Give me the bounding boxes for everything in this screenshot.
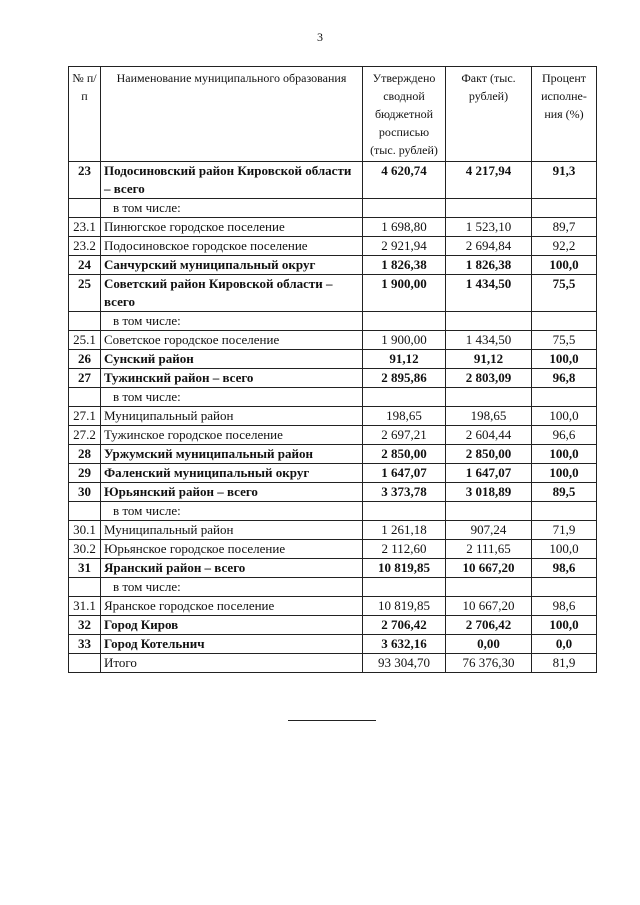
row-percent: 0,0 bbox=[532, 635, 597, 654]
row-fact: 1 523,10 bbox=[446, 218, 532, 237]
row-percent: 100,0 bbox=[532, 464, 597, 483]
row-fact: 10 667,20 bbox=[446, 597, 532, 616]
row-plan: 2 706,42 bbox=[363, 616, 446, 635]
row-number bbox=[69, 312, 101, 331]
row-name: Город Котельнич bbox=[101, 635, 363, 654]
row-percent: 100,0 bbox=[532, 407, 597, 426]
row-number: 32 bbox=[69, 616, 101, 635]
row-fact: 4 217,94 bbox=[446, 162, 532, 199]
row-fact: 2 111,65 bbox=[446, 540, 532, 559]
row-fact: 1 826,38 bbox=[446, 256, 532, 275]
row-plan bbox=[363, 578, 446, 597]
table-row bbox=[69, 312, 597, 331]
row-name: Пинюгское городское поселение bbox=[101, 218, 363, 237]
row-fact: 2 694,84 bbox=[446, 237, 532, 256]
row-percent bbox=[532, 199, 597, 218]
row-number bbox=[69, 502, 101, 521]
row-percent: 75,5 bbox=[532, 275, 597, 312]
row-name: в том числе: bbox=[101, 199, 363, 218]
row-plan: 1 647,07 bbox=[363, 464, 446, 483]
row-percent: 89,7 bbox=[532, 218, 597, 237]
row-plan bbox=[363, 502, 446, 521]
row-fact: 2 803,09 bbox=[446, 369, 532, 388]
row-name: Город Киров bbox=[101, 616, 363, 635]
row-fact: 91,12 bbox=[446, 350, 532, 369]
row-name: Советское городское поселение bbox=[101, 331, 363, 350]
row-fact: 2 604,44 bbox=[446, 426, 532, 445]
row-percent: 92,2 bbox=[532, 237, 597, 256]
header-name: Наименование муниципального образования bbox=[101, 67, 363, 162]
row-name: Яранский район – всего bbox=[101, 559, 363, 578]
page-number: 3 bbox=[317, 30, 323, 44]
row-name: Тужинское городское поселение bbox=[101, 426, 363, 445]
row-percent: 100,0 bbox=[532, 350, 597, 369]
table-row bbox=[69, 218, 597, 237]
table-row bbox=[69, 635, 597, 654]
row-plan bbox=[363, 312, 446, 331]
header-percent: Процент исполне-ния (%) bbox=[532, 67, 597, 162]
table-row bbox=[69, 369, 597, 388]
row-fact bbox=[446, 388, 532, 407]
row-fact: 2 706,42 bbox=[446, 616, 532, 635]
row-number bbox=[69, 654, 101, 673]
row-percent: 98,6 bbox=[532, 597, 597, 616]
row-fact: 0,00 bbox=[446, 635, 532, 654]
row-name: Подосиновское городское поселение bbox=[101, 237, 363, 256]
row-plan: 1 900,00 bbox=[363, 331, 446, 350]
row-percent bbox=[532, 502, 597, 521]
row-plan bbox=[363, 388, 446, 407]
header-fact: Факт (тыс. рублей) bbox=[446, 67, 532, 162]
table-row bbox=[69, 426, 597, 445]
table-row bbox=[69, 256, 597, 275]
row-plan: 2 895,86 bbox=[363, 369, 446, 388]
row-number: 31 bbox=[69, 559, 101, 578]
row-percent: 89,5 bbox=[532, 483, 597, 502]
table-row bbox=[69, 199, 597, 218]
row-fact: 3 018,89 bbox=[446, 483, 532, 502]
row-fact: 10 667,20 bbox=[446, 559, 532, 578]
row-name: Подосиновский район Кировской области – всего bbox=[101, 162, 363, 199]
row-percent: 75,5 bbox=[532, 331, 597, 350]
row-fact: 1 434,50 bbox=[446, 331, 532, 350]
row-name: в том числе: bbox=[101, 502, 363, 521]
row-fact: 907,24 bbox=[446, 521, 532, 540]
row-name: Тужинский район – всего bbox=[101, 369, 363, 388]
table-row bbox=[69, 502, 597, 521]
row-plan: 10 819,85 bbox=[363, 597, 446, 616]
row-plan: 1 698,80 bbox=[363, 218, 446, 237]
table-row bbox=[69, 407, 597, 426]
table-row bbox=[69, 445, 597, 464]
row-number: 23.1 bbox=[69, 218, 101, 237]
table-row bbox=[69, 162, 597, 199]
table-row bbox=[69, 597, 597, 616]
table-row bbox=[69, 654, 597, 673]
row-percent: 91,3 bbox=[532, 162, 597, 199]
row-fact bbox=[446, 502, 532, 521]
row-plan: 3 632,16 bbox=[363, 635, 446, 654]
row-number: 27.1 bbox=[69, 407, 101, 426]
row-number bbox=[69, 578, 101, 597]
row-fact: 76 376,30 bbox=[446, 654, 532, 673]
row-plan: 10 819,85 bbox=[363, 559, 446, 578]
row-number: 30 bbox=[69, 483, 101, 502]
row-number bbox=[69, 388, 101, 407]
row-number bbox=[69, 199, 101, 218]
table-row bbox=[69, 521, 597, 540]
row-name: в том числе: bbox=[101, 312, 363, 331]
row-plan: 2 697,21 bbox=[363, 426, 446, 445]
end-divider bbox=[288, 720, 376, 721]
row-plan: 93 304,70 bbox=[363, 654, 446, 673]
row-name: Яранское городское поселение bbox=[101, 597, 363, 616]
row-number: 27 bbox=[69, 369, 101, 388]
table-row bbox=[69, 559, 597, 578]
header-num: № п/п bbox=[69, 67, 101, 162]
row-number: 30.1 bbox=[69, 521, 101, 540]
row-percent: 96,8 bbox=[532, 369, 597, 388]
table-row bbox=[69, 578, 597, 597]
row-name: Уржумский муниципальный район bbox=[101, 445, 363, 464]
row-percent: 96,6 bbox=[532, 426, 597, 445]
table-row bbox=[69, 464, 597, 483]
row-plan: 3 373,78 bbox=[363, 483, 446, 502]
row-name: Советский район Кировской области – всего bbox=[101, 275, 363, 312]
row-fact: 1 647,07 bbox=[446, 464, 532, 483]
table-row bbox=[69, 350, 597, 369]
row-name: Юрьянское городское поселение bbox=[101, 540, 363, 559]
row-plan: 1 900,00 bbox=[363, 275, 446, 312]
row-name: в том числе: bbox=[101, 388, 363, 407]
row-plan: 1 826,38 bbox=[363, 256, 446, 275]
row-percent: 100,0 bbox=[532, 256, 597, 275]
row-number: 24 bbox=[69, 256, 101, 275]
row-name: Муниципальный район bbox=[101, 521, 363, 540]
row-number: 30.2 bbox=[69, 540, 101, 559]
row-fact: 2 850,00 bbox=[446, 445, 532, 464]
row-percent: 81,9 bbox=[532, 654, 597, 673]
row-name: в том числе: bbox=[101, 578, 363, 597]
row-plan: 1 261,18 bbox=[363, 521, 446, 540]
row-name: Санчурский муниципальный округ bbox=[101, 256, 363, 275]
row-fact bbox=[446, 199, 532, 218]
row-percent: 100,0 bbox=[532, 616, 597, 635]
row-percent: 71,9 bbox=[532, 521, 597, 540]
row-plan: 4 620,74 bbox=[363, 162, 446, 199]
row-plan: 2 112,60 bbox=[363, 540, 446, 559]
row-percent bbox=[532, 312, 597, 331]
table-row bbox=[69, 331, 597, 350]
table-row bbox=[69, 237, 597, 256]
row-name: Фаленский муниципальный округ bbox=[101, 464, 363, 483]
table-row bbox=[69, 388, 597, 407]
row-name: Муниципальный район bbox=[101, 407, 363, 426]
row-fact: 198,65 bbox=[446, 407, 532, 426]
row-plan: 2 921,94 bbox=[363, 237, 446, 256]
row-number: 23.2 bbox=[69, 237, 101, 256]
row-fact: 1 434,50 bbox=[446, 275, 532, 312]
row-plan bbox=[363, 199, 446, 218]
table-header-row bbox=[69, 67, 597, 162]
row-fact bbox=[446, 312, 532, 331]
row-name: Юрьянский район – всего bbox=[101, 483, 363, 502]
row-number: 25.1 bbox=[69, 331, 101, 350]
row-number: 31.1 bbox=[69, 597, 101, 616]
row-percent bbox=[532, 578, 597, 597]
table-body bbox=[69, 162, 597, 673]
table-row bbox=[69, 483, 597, 502]
row-number: 27.2 bbox=[69, 426, 101, 445]
row-fact bbox=[446, 578, 532, 597]
row-plan: 91,12 bbox=[363, 350, 446, 369]
table-row bbox=[69, 616, 597, 635]
row-plan: 2 850,00 bbox=[363, 445, 446, 464]
table-row bbox=[69, 275, 597, 312]
budget-execution-table bbox=[68, 66, 597, 673]
row-name: Итого bbox=[101, 654, 363, 673]
row-plan: 198,65 bbox=[363, 407, 446, 426]
row-percent: 98,6 bbox=[532, 559, 597, 578]
header-plan: Утверждено сводной бюджетной росписью (тыс. рублей) bbox=[363, 67, 446, 162]
table-row bbox=[69, 540, 597, 559]
row-number: 23 bbox=[69, 162, 101, 199]
row-number: 29 bbox=[69, 464, 101, 483]
row-number: 33 bbox=[69, 635, 101, 654]
row-percent bbox=[532, 388, 597, 407]
row-name: Сунский район bbox=[101, 350, 363, 369]
row-number: 25 bbox=[69, 275, 101, 312]
row-number: 26 bbox=[69, 350, 101, 369]
row-number: 28 bbox=[69, 445, 101, 464]
row-percent: 100,0 bbox=[532, 540, 597, 559]
row-percent: 100,0 bbox=[532, 445, 597, 464]
